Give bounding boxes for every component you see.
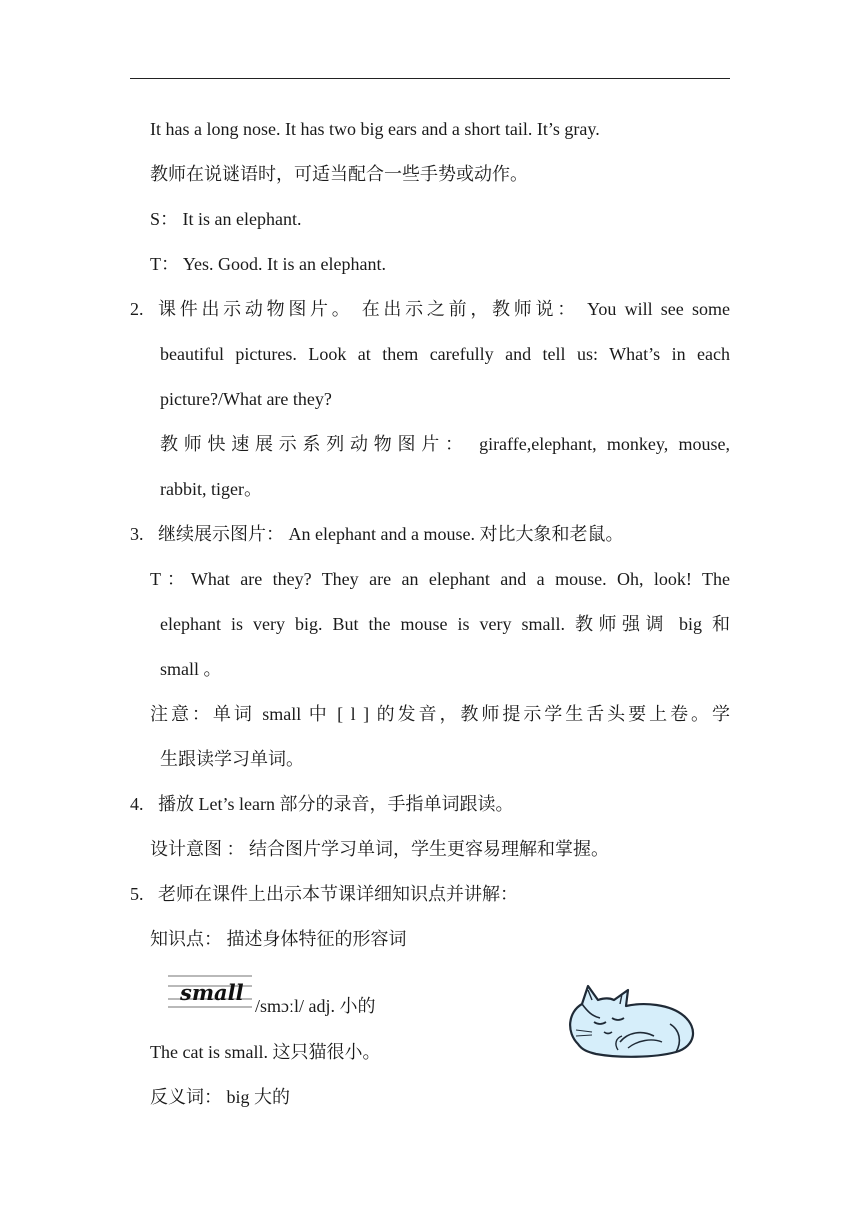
phonetic-line: /smɔːl/ adj. 小的 <box>255 996 376 1016</box>
item-number-3: 3. <box>130 524 144 544</box>
text-line: 生跟读学习单词。 <box>160 749 304 769</box>
header-rule <box>130 78 730 79</box>
text-line: small 。 <box>160 659 222 679</box>
antonym-line: 反义词： big 大的 <box>150 1087 291 1107</box>
item-number-5: 5. <box>130 884 144 904</box>
text-line: elephant is very big. But the mouse is very small. 教师强调 big 和 <box>160 614 730 634</box>
dialog-line-s: S： It is an elephant. <box>150 209 302 229</box>
text-line: rabbit, tiger。 <box>160 479 262 499</box>
knowledge-point-heading: 知识点： 描述身体特征的形容词 <box>150 929 407 949</box>
text-line: 教师在说谜语时，可适当配合一些手势或动作。 <box>150 164 528 184</box>
design-intent-line: 设计意图 ： 结合图片学习单词，学生更容易理解和掌握。 <box>150 839 609 859</box>
text-line: 课件出示动物图片。 在出示之前，教师说： You will see some <box>158 299 730 319</box>
riddle-line: It has a long nose. It has two big ears and a short tail. It’s gray. <box>150 119 600 139</box>
text-line: T：What are they? They are an elephant and a mouse. Oh, look! The <box>150 569 730 589</box>
example-sentence: The cat is small. 这只猫很小。 <box>150 1042 381 1062</box>
sleeping-cat-icon <box>558 982 700 1060</box>
text-line: 老师在课件上出示本节课详细知识点并讲解： <box>158 884 518 904</box>
note-line: 注意：单词 small 中 [ l ] 的发音，教师提示学生舌头要上卷。学 <box>150 704 730 724</box>
text-line: beautiful pictures. Look at them carefully and tell us: What’s in each <box>160 344 730 364</box>
text-line: 播放 Let’s learn 部分的录音，手指单词跟读。 <box>158 794 514 814</box>
item-number-2: 2. <box>130 299 144 319</box>
text-line: 教师快速展示系列动物图片： giraffe,elephant, monkey, mouse, <box>160 434 730 454</box>
handwriting-lines-icon <box>166 972 254 1010</box>
dialog-line-t: T： Yes. Good. It is an elephant. <box>150 254 386 274</box>
handwritten-word: small <box>180 980 244 1005</box>
text-line: picture?/What are they? <box>160 389 332 409</box>
item-number-4: 4. <box>130 794 144 814</box>
text-line: 继续展示图片： An elephant and a mouse. 对比大象和老鼠。 <box>158 524 624 544</box>
